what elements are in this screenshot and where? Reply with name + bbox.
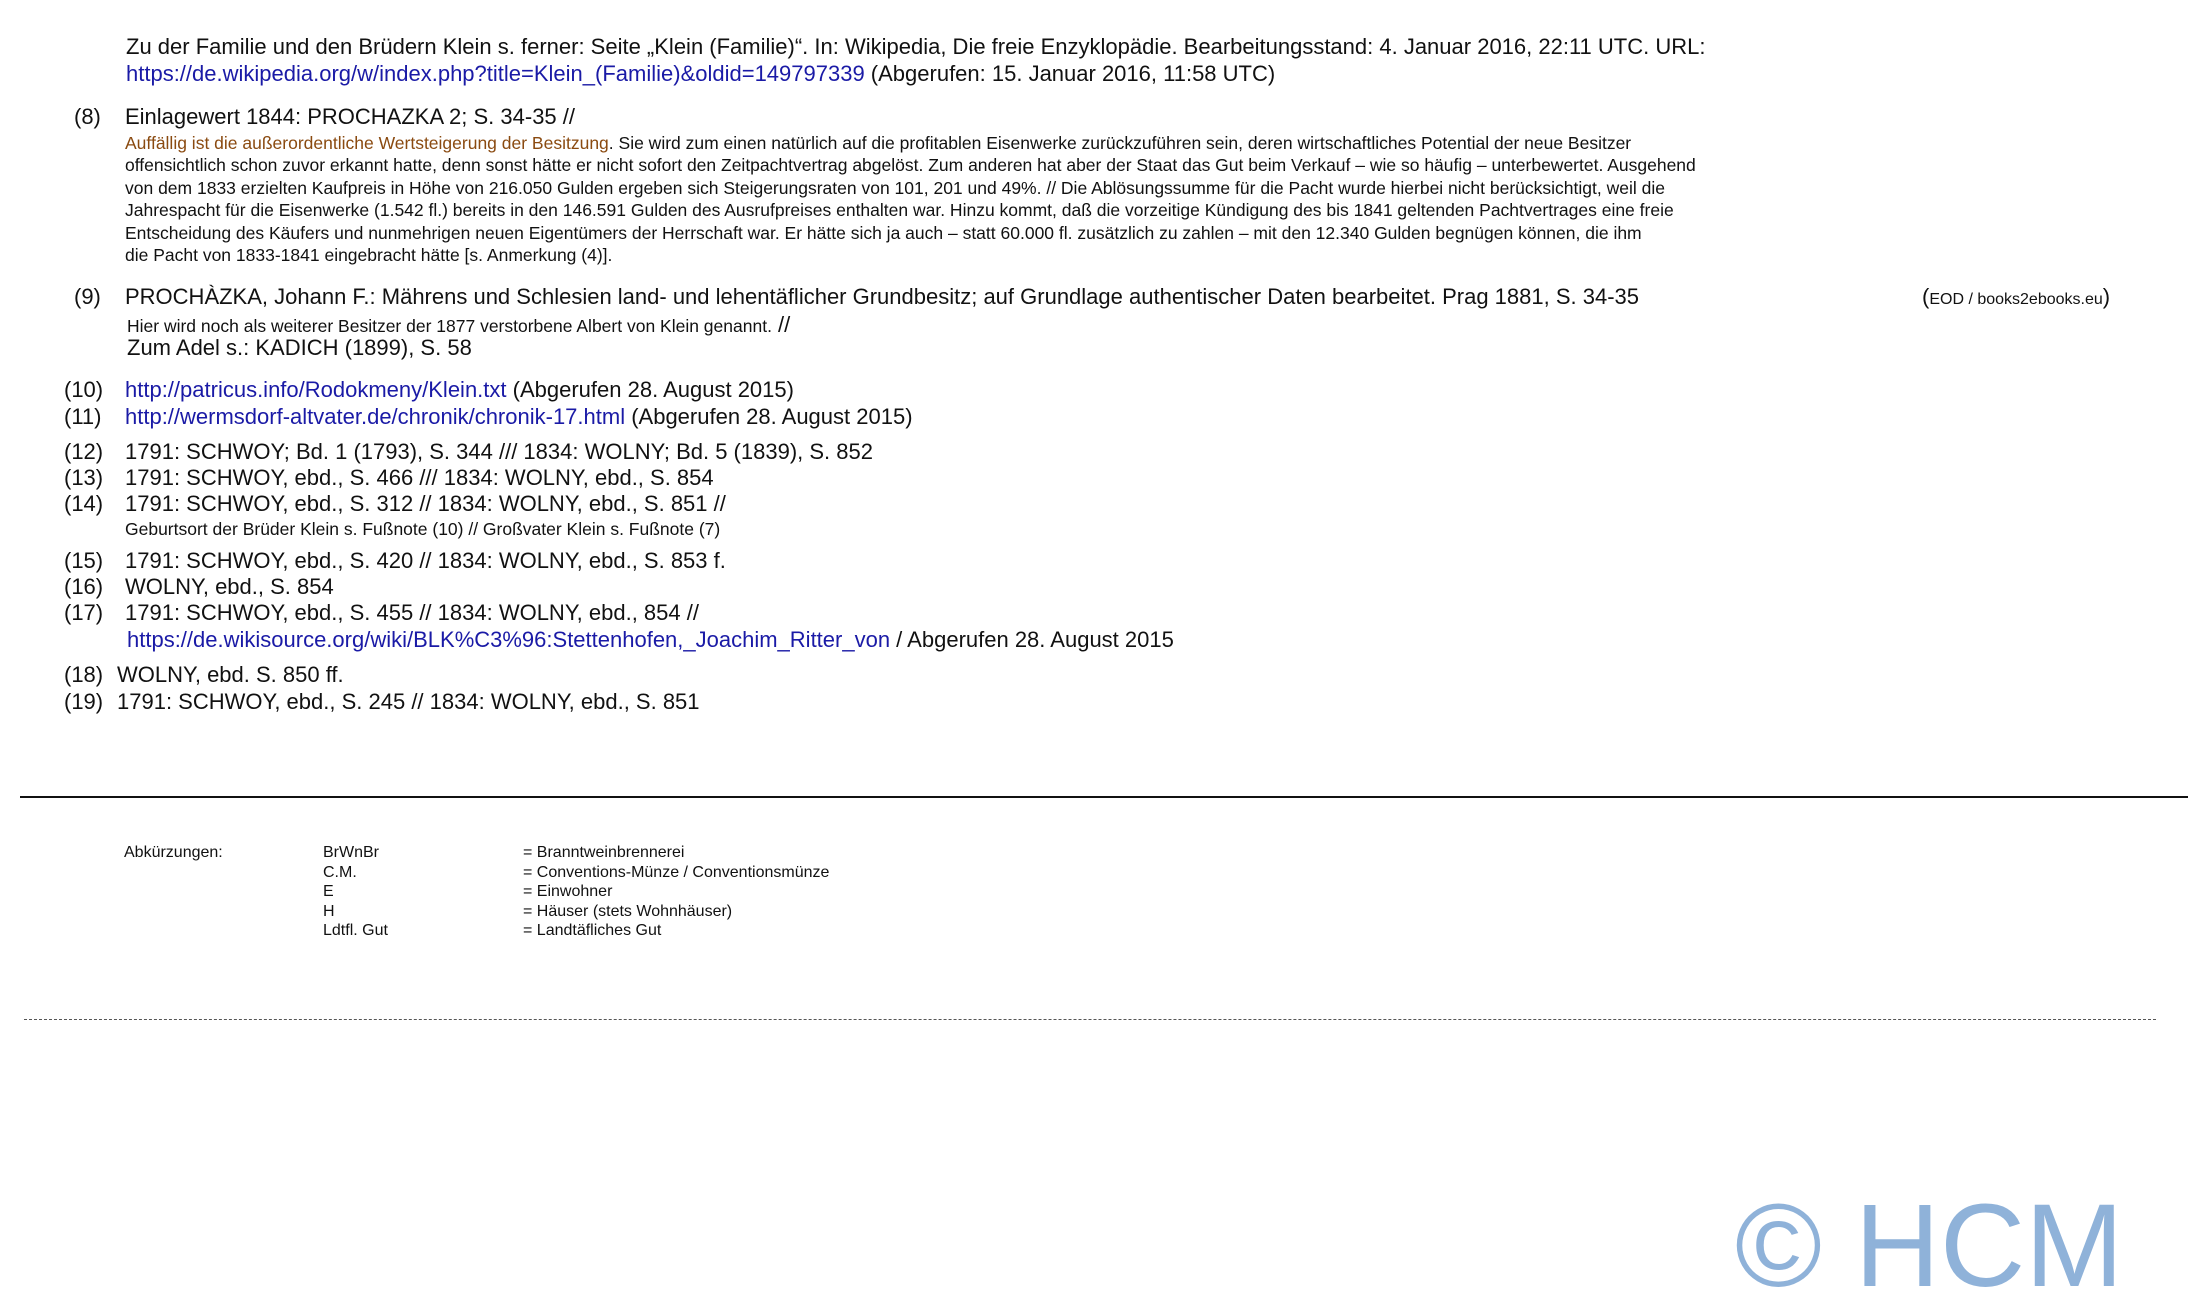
body-line: Entscheidung des Käufers und nunmehrigen neuen Eigentümers der Herrschaft war. Er hätte sich ja auch – statt 60.000 fl. zusätzlich zu zahlen – mit den 12.340 Gulden begnügen können, die ihm bbox=[125, 222, 1642, 243]
footnote-line: WOLNY, ebd., S. 854 bbox=[125, 574, 334, 599]
body-line: offensichtlich schon zuvor erkannt hatte, denn sonst hätte er nicht sofort den Zeitpachtvertrag abgelöst. Zum anderen hat aber der Staat das Gut beim Verkauf – wie so häufig – unterbewertet. Ausgehend bbox=[125, 155, 1696, 176]
source-citation bbox=[1922, 284, 2110, 310]
retrieved-date: (Abgerufen: 15. Januar 2016, 11:58 UTC) bbox=[864, 61, 1276, 86]
footnote-line bbox=[125, 377, 794, 403]
footnote-line bbox=[125, 404, 913, 430]
intro-text: Zu der Familie und den Brüdern Klein s. ferner: Seite „Klein (Familie)“. In: Wikipedia, Die freie Enzyklopädie. Bearbeitungsstand: 4. Januar 2016, 22:11 UTC. URL: bbox=[126, 34, 1706, 59]
footnote-number: (15) bbox=[64, 548, 104, 573]
footnote-line: 1791: SCHWOY, ebd., S. 312 // 1834: WOLNY, ebd., S. 851 // bbox=[125, 491, 726, 516]
body-line: die Pacht von 1833-1841 eingebracht hätte [s. Anmerkung (4)]. bbox=[125, 245, 613, 266]
body-line: Jahrespacht für die Eisenwerke (1.542 fl.) bereits in den 146.591 Gulden des Ausrufpreises enthalten war. Hinzu kommt, daß die vorzeitige Kündigung des bis 1841 geltenden Pachtvertrages eine freie bbox=[125, 200, 1674, 221]
footnote-number: (18) bbox=[64, 662, 104, 687]
intro-link-line bbox=[126, 61, 1275, 87]
sub-tail: // bbox=[771, 312, 791, 337]
abbreviation-term: Ldtfl. Gut bbox=[323, 922, 388, 939]
body-line: von dem 1833 erzielten Kaufpreis in Höhe von 216.050 Gulden ergeben sich Steigerungsraten von 101, 201 und 49%. // Die Ablösungssumme für die Pacht wurde hierbei nicht berücksichtigt, weil die bbox=[125, 177, 1665, 198]
footnote-sub: Geburtsort der Brüder Klein s. Fußnote (10) // Großvater Klein s. Fußnote (7) bbox=[125, 519, 721, 539]
patricus-link[interactable]: http://patricus.info/Rodokmeny/Klein.txt bbox=[125, 377, 507, 402]
footnote-line: 1791: SCHWOY, ebd., S. 245 // 1834: WOLNY, ebd., S. 851 bbox=[117, 689, 700, 714]
sub-text: Hier wird noch als weiterer Besitzer der 1877 verstorbene Albert von Klein genannt. bbox=[127, 316, 772, 336]
footnote-number: (12) bbox=[64, 439, 104, 464]
body-text: . Sie wird zum einen natürlich auf die profitablen Eisenwerke zurückzuführen sein, deren wirtschaftliches Potential der neue Besitzer bbox=[608, 133, 1632, 153]
wikisource-link[interactable]: https://de.wikisource.org/wiki/BLK%C3%96:Stettenhofen,_Joachim_Ritter_von bbox=[127, 627, 891, 652]
abbreviation-meaning: = Landtäfliches Gut bbox=[523, 922, 662, 939]
abbreviation-term: BrWnBr bbox=[323, 844, 379, 861]
abbreviation-meaning: = Branntweinbrennerei bbox=[523, 844, 685, 861]
retrieved-date: / Abgerufen 28. August 2015 bbox=[890, 627, 1174, 652]
abbreviations-heading: Abkürzungen: bbox=[124, 844, 223, 861]
source-name: EOD / books2ebooks.eu bbox=[1929, 291, 2103, 308]
footnote-number: (9) bbox=[74, 284, 101, 309]
horizontal-divider bbox=[20, 796, 2188, 798]
footnote-sub bbox=[127, 627, 1174, 653]
footnote-line: 1791: SCHWOY, ebd., S. 455 // 1834: WOLNY, ebd., 854 // bbox=[125, 600, 699, 625]
footnote-number: (17) bbox=[64, 600, 104, 625]
highlight-text: Auffällig ist die außerordentliche Wertsteigerung der Besitzung bbox=[125, 133, 609, 153]
abbreviation-meaning: = Conventions-Münze / Conventionsmünze bbox=[523, 863, 830, 881]
footnote-number: (19) bbox=[64, 689, 104, 714]
retrieved-date: (Abgerufen 28. August 2015) bbox=[506, 377, 794, 402]
footnote-number: (13) bbox=[64, 465, 104, 490]
retrieved-date: (Abgerufen 28. August 2015) bbox=[625, 404, 913, 429]
footnote-number: (8) bbox=[74, 104, 101, 129]
wermsdorf-link[interactable]: http://wermsdorf-altvater.de/chronik/chronik-17.html bbox=[125, 404, 626, 429]
footnote-line: 1791: SCHWOY; Bd. 1 (1793), S. 344 /// 1834: WOLNY; Bd. 5 (1839), S. 852 bbox=[125, 439, 873, 464]
paren-close: ) bbox=[2102, 284, 2111, 309]
abbreviation-meaning: = Häuser (stets Wohnhäuser) bbox=[523, 902, 733, 920]
footnote-number: (14) bbox=[64, 491, 104, 516]
copyright-watermark: © HCM bbox=[1735, 1180, 2124, 1312]
abbreviation-term: H bbox=[323, 902, 335, 920]
footnote-sub: Zum Adel s.: KADICH (1899), S. 58 bbox=[127, 335, 472, 360]
wikipedia-link[interactable]: https://de.wikipedia.org/w/index.php?title=Klein_(Familie)&oldid=149797339 bbox=[126, 61, 865, 86]
footnote-line: 1791: SCHWOY, ebd., S. 420 // 1834: WOLNY, ebd., S. 853 f. bbox=[125, 548, 726, 573]
footnote-8-body bbox=[125, 132, 1925, 266]
paren-open: ( bbox=[1922, 284, 1930, 309]
abbreviation-term: C.M. bbox=[323, 863, 357, 881]
dashed-divider bbox=[24, 1019, 2156, 1020]
footnote-title: PROCHÀZKA, Johann F.: Mährens und Schlesien land- und lehentäflicher Grundbesitz; auf Grundlage authentischer Daten bearbeitet. Prag 1881, S. 34-35 bbox=[125, 284, 1640, 309]
footnote-number: (10) bbox=[64, 377, 104, 402]
body-line bbox=[125, 132, 1925, 154]
footnote-line: 1791: SCHWOY, ebd., S. 466 /// 1834: WOLNY, ebd., S. 854 bbox=[125, 465, 714, 490]
footnote-number: (11) bbox=[64, 404, 102, 429]
footnote-title: Einlagewert 1844: PROCHAZKA 2; S. 34-35 // bbox=[125, 104, 576, 129]
footnote-line: WOLNY, ebd. S. 850 ff. bbox=[117, 662, 344, 687]
abbreviation-meaning: = Einwohner bbox=[523, 883, 613, 900]
footnote-number: (16) bbox=[64, 574, 104, 599]
abbreviation-term: E bbox=[323, 883, 334, 900]
